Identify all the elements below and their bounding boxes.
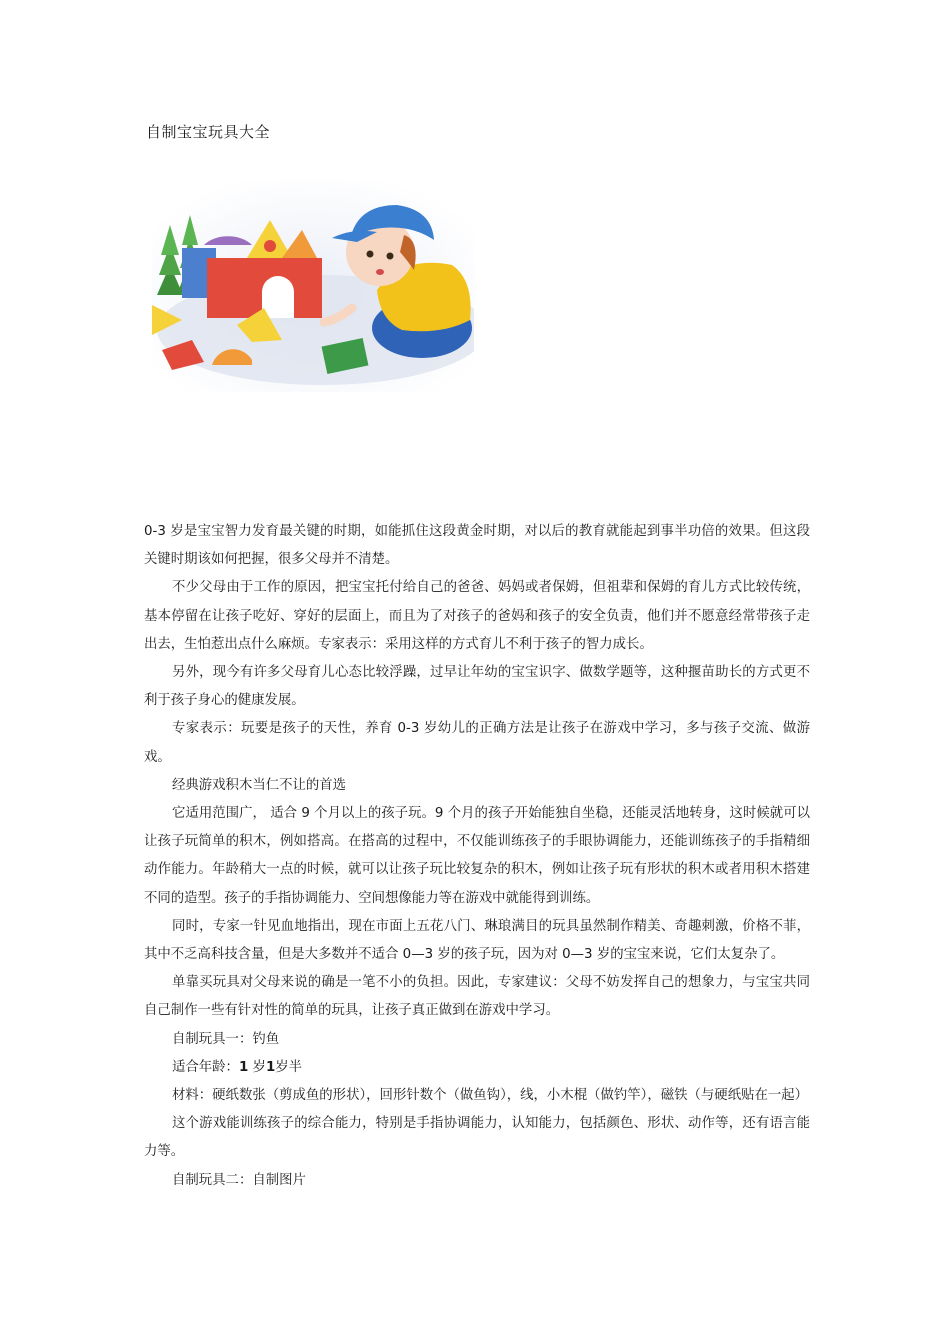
age-suffix: 岁半 — [275, 1059, 303, 1075]
toy-heading: 自制玩具一：钓鱼 — [172, 1031, 280, 1047]
paragraph: 0-3 岁是宝宝智力发育最关键的时期，如能抓住这段黄金时期，对以后的教育就能起到事半功倍的效果。但这段关键时期该如何把握，很多父母并不清楚。 — [144, 524, 810, 568]
child-with-building-blocks-illustration — [152, 180, 474, 392]
paragraph: 同时，专家一针见血地指出，现在市面上五花八门、琳琅满目的玩具虽然制作精美、奇趣刺激，价格不菲，其中不乏高科技含量，但是大多数并不适合 0—3 岁的孩子玩，因为对 0—3 岁的宝宝来说，它们太复杂了。 — [144, 918, 810, 963]
page-title: 自制宝宝玩具大全 — [146, 123, 271, 141]
age-unit: 岁 — [248, 1059, 266, 1075]
age-label: 适合年龄： — [172, 1059, 239, 1075]
age-line — [144, 1054, 810, 1082]
paragraph: 它适用范围广， 适合 9 个月以上的孩子玩。9 个月的孩子开始能独自坐稳，还能灵活地转身，这时候就可以让孩子玩简单的积木，例如搭高。在搭高的过程中，不仅能训练孩子的手眼协调能力，还能训练孩子的手指精细动作能力。年龄稍大一点的时候，就可以让孩子玩比较复杂的积木，例如让孩子玩有形状的积木或者用积木搭建不同的造型。孩子的手指协调能力、空间想像能力等在游戏中就能得到训练。 — [144, 806, 810, 906]
paragraph: 这个游戏能训练孩子的综合能力，特别是手指协调能力，认知能力，包括颜色、形状、动作等，还有语言能力等。 — [144, 1116, 810, 1160]
paragraph: 专家表示：玩要是孩子的天性，养育 0-3 岁幼儿的正确方法是让孩子在游戏中学习，多与孩子交流、做游戏。 — [144, 721, 810, 765]
age-to: 1 — [265, 1059, 276, 1075]
paragraph: 不少父母由于工作的原因，把宝宝托付给自己的爸爸、妈妈或者保姆，但祖辈和保姆的育儿方式比较传统，基本停留在让孩子吃好、穿好的层面上，而且为了对孩子的爸妈和孩子的安全负责，他们并不愿意经常带孩子走出去，生怕惹出点什么麻烦。专家表示：采用这样的方式育儿不利于孩子的智力成长。 — [144, 580, 810, 652]
section-heading: 经典游戏积木当仁不让的首选 — [172, 777, 347, 793]
age-from: 1 — [238, 1059, 249, 1075]
paragraph: 单靠买玩具对父母来说的确是一笔不小的负担。因此，专家建议：父母不妨发挥自己的想象力，与宝宝共同自己制作一些有针对性的简单的玩具，让孩子真正做到在游戏中学习。 — [144, 975, 810, 1019]
article-body — [144, 518, 810, 1195]
toy-heading: 自制玩具二：自制图片 — [172, 1172, 306, 1188]
paragraph: 另外，现今有许多父母育儿心态比较浮躁，过早让年幼的宝宝识字、做数学题等，这种揠苗助长的方式更不利于孩子身心的健康发展。 — [144, 665, 810, 709]
paragraph: 材料：硬纸数张（剪成鱼的形状），回形针数个（做鱼钩），线，小木棍（做钓竿），磁铁（与硬纸贴在一起） — [172, 1088, 809, 1104]
